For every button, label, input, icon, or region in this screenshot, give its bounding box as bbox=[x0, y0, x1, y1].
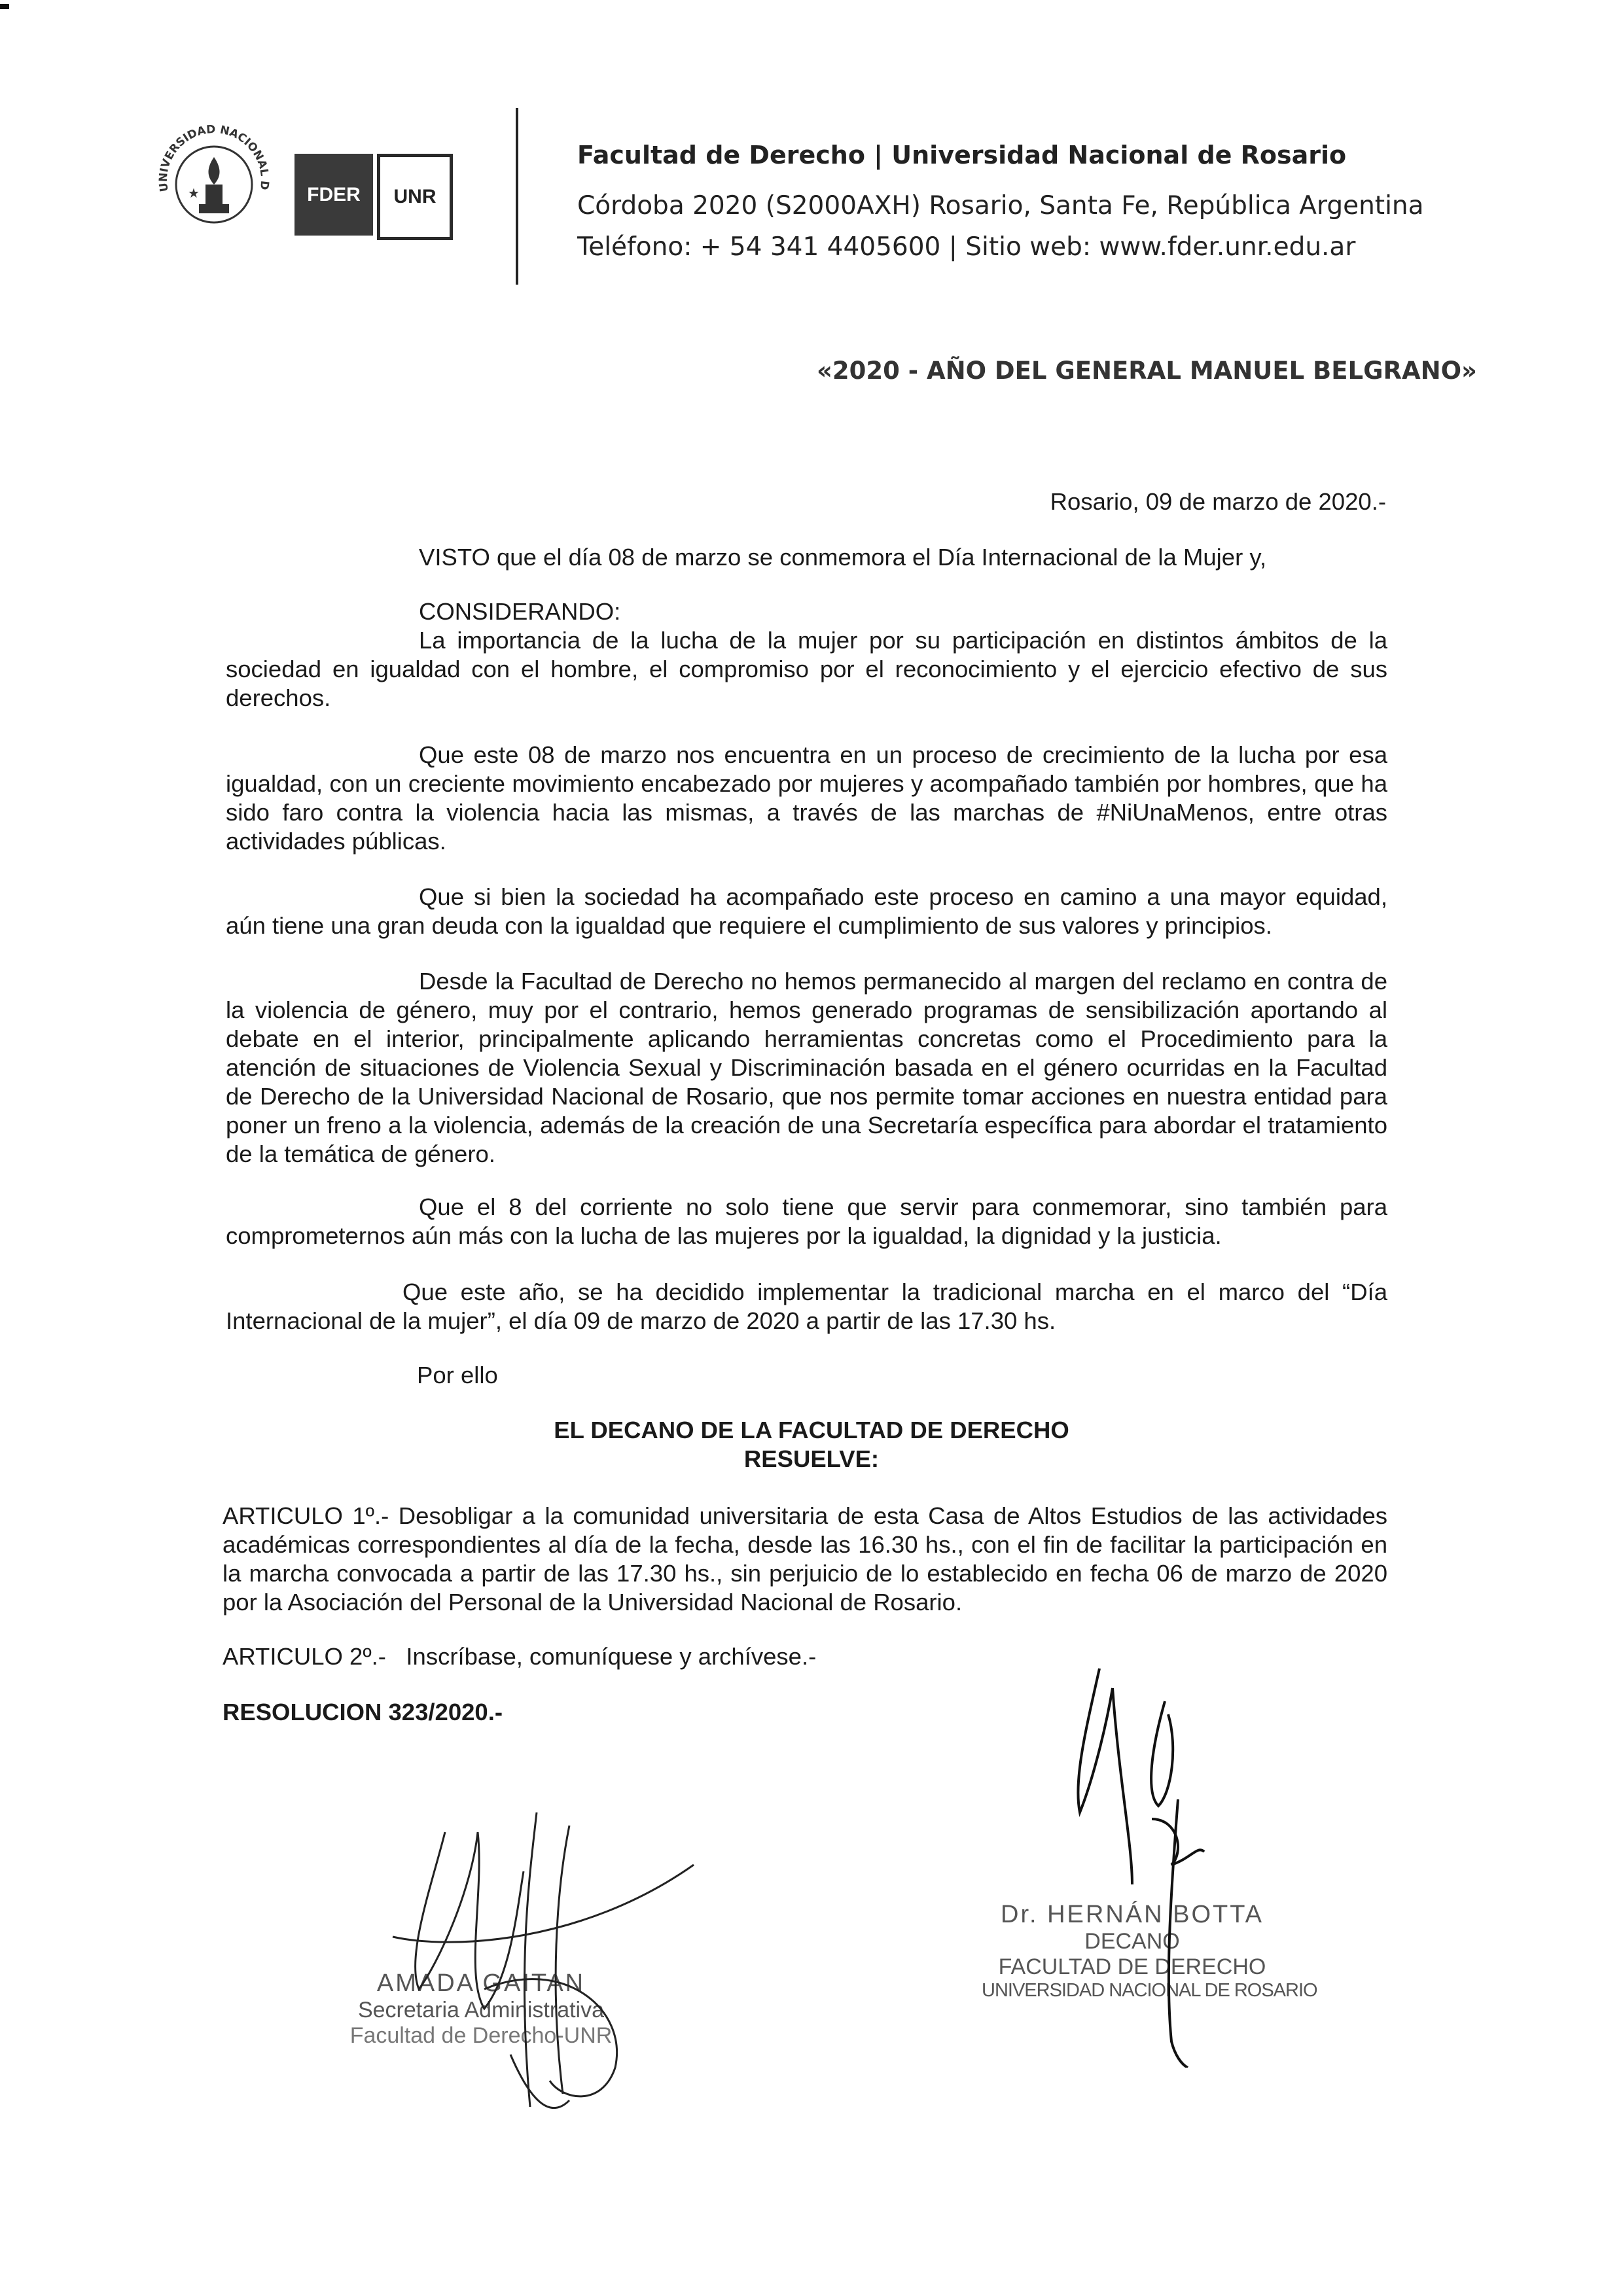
fder-logo: FDER bbox=[294, 154, 373, 236]
considerando-paragraph-2: Que este 08 de marzo nos encuentra en un proceso de crecimiento de la lucha por esa igualdad, con un creciente movimiento encabezado por mujeres y acompañado también por hombres, que ha sido faro contra la violencia hacia las mismas, a través de las marchas de #NiUnaMenos, entre otras actividades públicas. bbox=[226, 741, 1387, 855]
secretary-signature bbox=[353, 1793, 720, 2120]
decano-heading: EL DECANO DE LA FACULTAD DE DERECHO bbox=[554, 1417, 1069, 1443]
unr-logo: UNR bbox=[377, 154, 453, 240]
dean-faculty: FACULTAD DE DERECHO bbox=[998, 1954, 1266, 1979]
resolution-number: RESOLUCION 323/2020.- bbox=[223, 1699, 503, 1725]
articulo-1: ARTICULO 1º.- Desobligar a la comunidad universitaria de esta Casa de Altos Estudios de las actividades académicas correspondientes al día de la fecha, desde las 16.30 hs., con el fin de facilitar la participación en la marcha convocada a partir de las 17.30 hs., sin perjuicio de lo establecido en fecha 06 de marzo de 2020 por la Asociación del Personal de la Universidad Nacional de Rosario. bbox=[223, 1502, 1387, 1616]
considerando-paragraph-4: Desde la Facultad de Derecho no hemos permanecido al margen del reclamo en contra de la violencia de género, muy por el contrario, hemos generado programas de sensibilización aportando al debate en el interior, principalmente aplicando herramientas concretas como el Procedimiento para la atención de situaciones de Violencia Sexual y Discriminación basada en el género ocurridas en la Facultad de Derecho de la Universidad Nacional de Rosario, que nos permite tomar acciones en nuestra entidad para poner un freno a la violencia, además de la creación de una Secretaría específica para abordar el tratamiento de la temática de género. bbox=[226, 968, 1387, 1167]
scan-edge-mark bbox=[0, 4, 9, 9]
considerando-label: CONSIDERANDO: bbox=[419, 598, 621, 625]
dean-signature bbox=[1047, 1649, 1296, 2068]
dean-university: UNIVERSIDAD NACIONAL DE ROSARIO bbox=[982, 1980, 1317, 2001]
resuelve-heading: RESUELVE: bbox=[743, 1445, 880, 1472]
dean-title: DECANO bbox=[1084, 1929, 1180, 1954]
considerando-paragraph-6: Que este año, se ha decidido implementar la tradicional marcha en el marco del “Día Internacional de la mujer”, el día 09 de marzo de 2020 a partir de las 17.30 hs. bbox=[226, 1279, 1387, 1334]
svg-text:★: ★ bbox=[188, 185, 200, 201]
header-divider bbox=[516, 108, 518, 285]
considerando-paragraph-1: La importancia de la lucha de la mujer por su participación en distintos ámbitos de la sociedad en igualdad con el hombre, el compromiso por el reconocimiento y el ejercicio efectivo de sus derechos. bbox=[226, 627, 1387, 711]
seal-text: UNIVERSIDAD NACIONAL D bbox=[156, 122, 272, 193]
document-date: Rosario, 09 de marzo de 2020.- bbox=[1050, 488, 1386, 515]
secretary-org: Facultad de Derecho-UNR bbox=[349, 2023, 613, 2048]
resolution-heading bbox=[0, 1416, 1623, 1474]
por-ello: Por ello bbox=[417, 1362, 498, 1388]
institution-contact: Teléfono: + 54 341 4405600 | Sitio web: www.fder.unr.edu.ar bbox=[577, 232, 1356, 262]
institution-address: Córdoba 2020 (S2000AXH) Rosario, Santa Fe, República Argentina bbox=[577, 191, 1424, 221]
svg-text:UNIVERSIDAD NACIONAL DE ROSARI bbox=[152, 119, 271, 192]
dean-name: Dr. HERNÁN BOTTA bbox=[1001, 1901, 1264, 1928]
considerando-paragraph-5: Que el 8 del corriente no solo tiene que servir para conmemorar, sino también para comprometernos aún más con la lucha de las mujeres por la igualdad, la dignidad y la justicia. bbox=[226, 1193, 1387, 1249]
visto-clause: VISTO que el día 08 de marzo se conmemora el Día Internacional de la Mujer y, bbox=[419, 544, 1267, 571]
year-motto: «2020 - AÑO DEL GENERAL MANUEL BELGRANO» bbox=[817, 357, 1477, 385]
secretary-name: AMADA GAITAN bbox=[376, 1969, 586, 1997]
articulo-2: ARTICULO 2º.- Inscríbase, comuníquese y archívese.- bbox=[223, 1643, 817, 1670]
institution-name: Facultad de Derecho | Universidad Nacional de Rosario bbox=[577, 141, 1347, 169]
secretary-title: Secretaria Administrativa bbox=[357, 1998, 605, 2022]
considerando-paragraph-3: Que si bien la sociedad ha acompañado este proceso en camino a una mayor equidad, aún tiene una gran deuda con la igualdad que requiere el cumplimiento de sus valores y principios. bbox=[226, 883, 1387, 939]
university-seal-logo bbox=[152, 119, 276, 243]
